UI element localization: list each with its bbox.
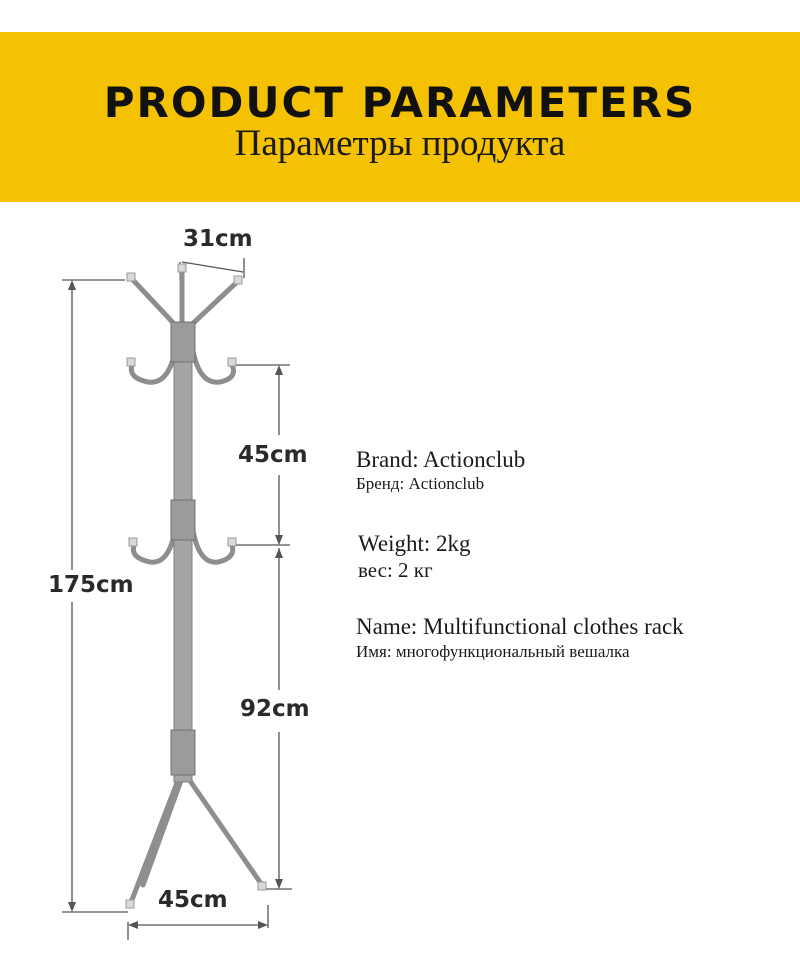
spec-weight-ru: вес: 2 кг — [358, 558, 433, 582]
rack-frame — [130, 272, 262, 905]
spec-brand-en: Brand: Actionclub — [356, 447, 526, 472]
dimension-base-width: 45cm — [158, 887, 228, 913]
dimension-lower-height: 92cm — [240, 696, 310, 722]
dimension-hook-spacing: 45cm — [238, 442, 308, 468]
spec-weight-en: Weight: 2kg — [358, 531, 471, 556]
page-subtitle: Параметры продукта — [234, 123, 566, 164]
dimension-top-width: 31cm — [183, 226, 253, 252]
spec-name-ru: Имя: многофункциональный вешалка — [356, 642, 630, 661]
spec-name-en: Name: Multifunctional clothes rack — [356, 614, 684, 639]
page-title: PRODUCT PARAMETERS — [103, 78, 697, 127]
spec-brand-ru: Бренд: Actionclub — [356, 474, 485, 493]
dimension-total-height: 175cm — [48, 572, 134, 598]
